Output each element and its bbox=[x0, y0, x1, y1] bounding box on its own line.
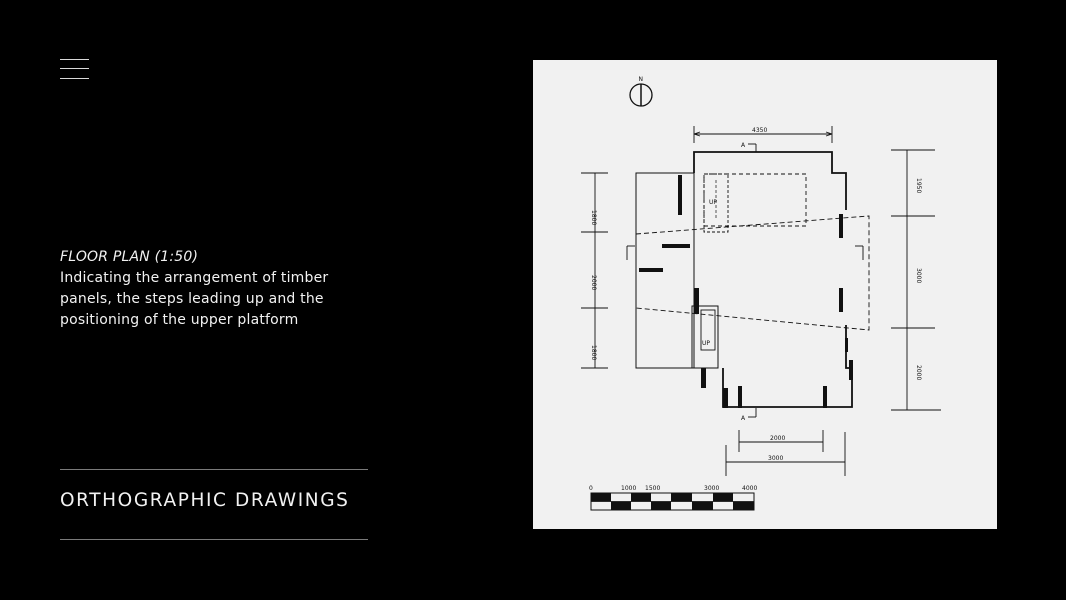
lower-step bbox=[692, 306, 718, 368]
divider-top bbox=[60, 469, 368, 470]
caption-title: FLOOR PLAN (1:50) bbox=[60, 249, 199, 265]
floor-plan-drawing bbox=[533, 60, 997, 529]
caption-body: Indicating the arrangement of timber panels, the steps leading up and the positioning of the upper platform bbox=[60, 270, 329, 328]
dimension-bottom-inner-label: 2000 bbox=[770, 435, 786, 442]
dimension-right-middle-label: 3000 bbox=[915, 268, 922, 284]
section-arrow-right bbox=[855, 246, 863, 260]
dimension-left-upper-label: 1800 bbox=[590, 210, 597, 226]
section-marker-bottom-label: A bbox=[741, 415, 746, 422]
dimension-left-lower-label: 1800 bbox=[590, 345, 597, 361]
dimension-top-label: 4350 bbox=[752, 127, 768, 134]
drawing-caption bbox=[60, 247, 360, 331]
stair-up-label-upper: UP bbox=[709, 199, 718, 206]
scale-tick-3000: 3000 bbox=[704, 485, 720, 492]
section-arrow-left bbox=[627, 246, 635, 260]
stair-up-label-lower: UP bbox=[702, 340, 711, 347]
menu-line bbox=[60, 59, 89, 60]
scale-bar bbox=[591, 493, 754, 510]
dimension-left-middle-label: 2000 bbox=[590, 275, 597, 291]
menu-line bbox=[60, 68, 89, 69]
floor-plan-svg bbox=[533, 60, 997, 529]
divider-bottom bbox=[60, 539, 368, 540]
upper-stair-dashed bbox=[704, 174, 806, 226]
scale-tick-0: 0 bbox=[589, 485, 593, 492]
menu-line bbox=[60, 78, 89, 79]
section-marker-top-label: A bbox=[741, 142, 746, 149]
dimension-right-upper-label: 1950 bbox=[915, 178, 922, 194]
dimension-bottom bbox=[726, 430, 845, 476]
section-marker-top bbox=[748, 144, 756, 152]
upper-platform-outline bbox=[636, 216, 869, 330]
scale-tick-4000: 4000 bbox=[742, 485, 758, 492]
timber-panels bbox=[639, 175, 853, 408]
dimension-left bbox=[581, 173, 608, 368]
north-arrow-icon bbox=[630, 76, 652, 106]
north-label: N bbox=[638, 76, 643, 83]
scale-tick-1000: 1000 bbox=[621, 485, 637, 492]
hamburger-menu-icon[interactable] bbox=[60, 58, 89, 82]
dimension-right-lower-label: 2000 bbox=[915, 365, 922, 381]
room-outline bbox=[694, 152, 852, 407]
section-title: ORTHOGRAPHIC DRAWINGS bbox=[60, 490, 350, 511]
section-marker-bottom bbox=[748, 408, 756, 417]
dimension-bottom-outer-label: 3000 bbox=[768, 455, 784, 462]
scale-tick-1500: 1500 bbox=[645, 485, 661, 492]
